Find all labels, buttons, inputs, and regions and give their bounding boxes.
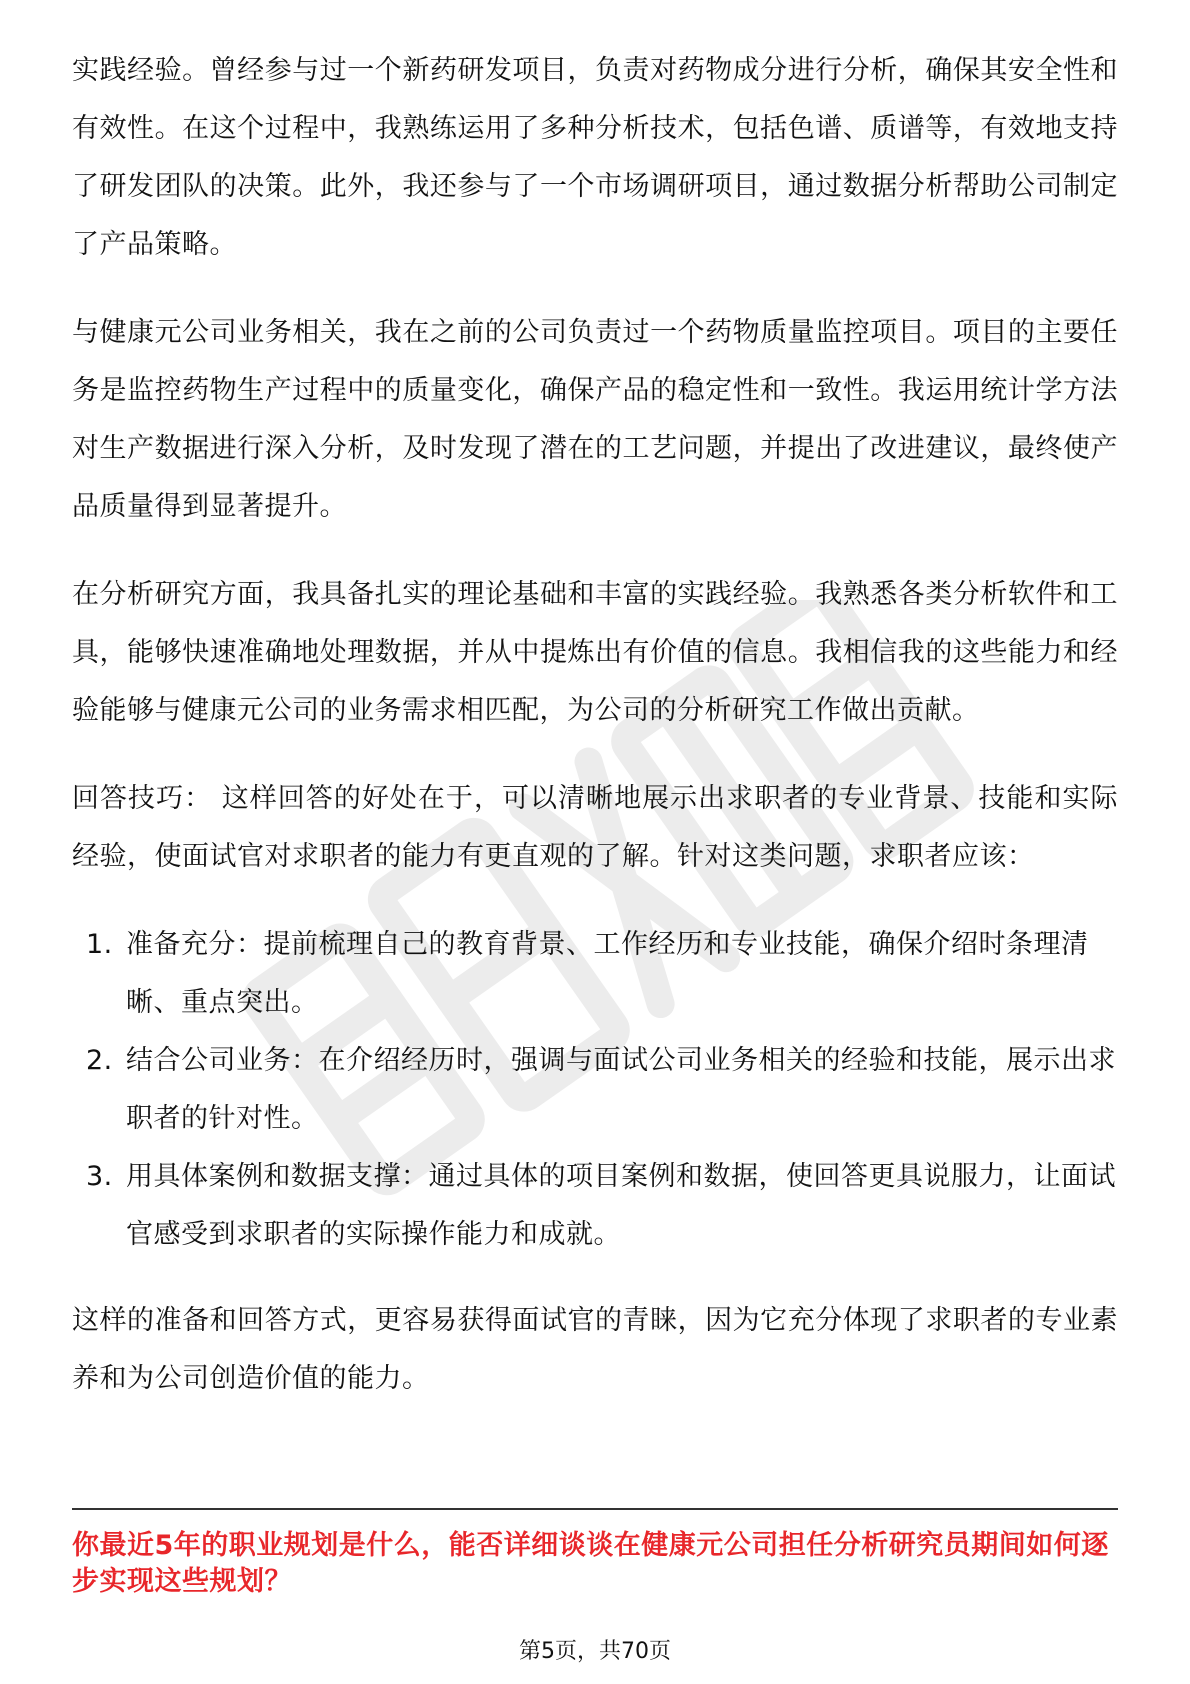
list-item-text: 用具体案例和数据支撑：通过具体的项目案例和数据，使回答更具说服力，让面试官感受到求职者的实际操作能力和成就。 bbox=[126, 1161, 1116, 1250]
page-footer: 第5页，共70页 bbox=[519, 1639, 671, 1664]
paragraph-answer-tips: 回答技巧： 这样回答的好处在于，可以清晰地展示出求职者的专业背景、技能和实际经验，使面试官对求职者的能力有更直观的了解。针对这类问题，求职者应该： bbox=[72, 783, 1118, 872]
paragraph-quality-project: 与健康元公司业务相关，我在之前的公司负责过一个药物质量监控项目。项目的主要任务是监控药物生产过程中的质量变化，确保产品的稳定性和一致性。我运用统计学方法对生产数据进行深入分析，及时发现了潜在的工艺问题，并提出了改进建议，最终使产品质量得到显著提升。 bbox=[72, 317, 1118, 522]
list-item-number: 3. bbox=[86, 1161, 113, 1192]
next-question-heading: 你最近5年的职业规划是什么，能否详细谈谈在健康元公司担任分析研究员期间如何逐步实现这些规划？ bbox=[72, 1530, 1109, 1597]
paragraph-closing: 这样的准备和回答方式，更容易获得面试官的青睐，因为它充分体现了求职者的专业素养和为公司创造价值的能力。 bbox=[72, 1305, 1118, 1394]
paragraph-analysis-skills: 在分析研究方面，我具备扎实的理论基础和丰富的实践经验。我熟悉各类分析软件和工具，能够快速准确地处理数据，并从中提炼出有价值的信息。我相信我的这些能力和经验能够与健康元公司的业务需求相匹配，为公司的分析研究工作做出贡献。 bbox=[72, 579, 1118, 726]
list-item bbox=[72, 1032, 1118, 1148]
main-content bbox=[72, 42, 1118, 1438]
list-item-number: 1. bbox=[86, 929, 113, 960]
list-item-text: 结合公司业务：在介绍经历时，强调与面试公司业务相关的经验和技能，展示出求职者的针对性。 bbox=[126, 1045, 1116, 1134]
list-item bbox=[72, 1148, 1118, 1264]
paragraph-experience: 实践经验。曾经参与过一个新药研发项目，负责对药物成分进行分析，确保其安全性和有效性。在这个过程中，我熟练运用了多种分析技术，包括色谱、质谱等，有效地支持了研发团队的决策。此外，我还参与了一个市场调研项目，通过数据分析帮助公司制定了产品策略。 bbox=[72, 55, 1118, 260]
list-item-number: 2. bbox=[86, 1045, 113, 1076]
list-item-text: 准备充分：提前梳理自己的教育背景、工作经历和专业技能，确保介绍时条理清晰、重点突出。 bbox=[126, 929, 1089, 1018]
list-item bbox=[72, 916, 1118, 1032]
tips-list bbox=[72, 916, 1118, 1264]
section-divider bbox=[72, 1508, 1118, 1510]
